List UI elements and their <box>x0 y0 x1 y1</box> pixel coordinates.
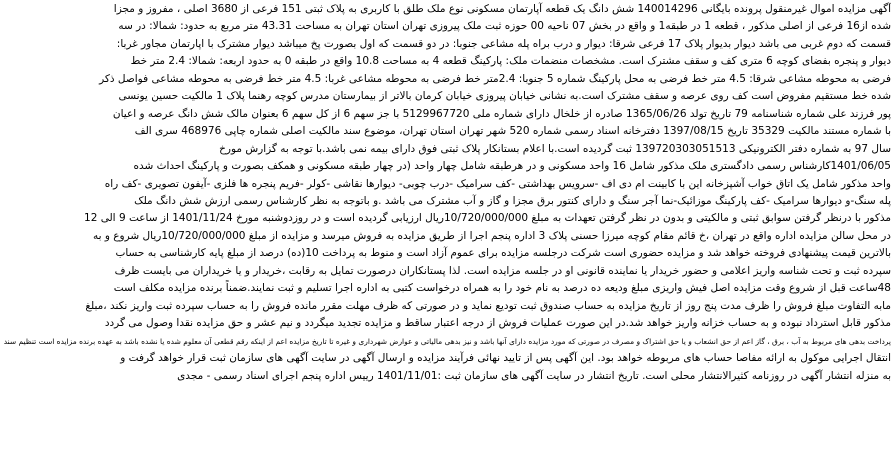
notice-line-17: 48ساعت قبل از شروع وقت مزایده اصل فیش واریزی مبلغ ودیعه ده درصد به نام خود را به همراه درخواست کتبی به اداره اجرا تسلیم و ثبت نمایند.ضمناً برنده مزایده مکلف است <box>113 282 891 295</box>
notice-line-2: شده از16 فرعی از اصلی مذکور ، قطعه 1 در طبقه1 و واقع در بخش 07 ناحیه 00 حوزه ثبت ملک پیروزی تهران استان تهران به مساحت 43.31 متر مربع به حدود: شمالا: در سه <box>118 20 891 33</box>
notice-line-18: مابه التفاوت مبلغ فروش را ظرف مدت پنج روز از تاریخ مزایده به حساب صندوق ثبت تودیع نماید و در صورتی که ظرف مهلت مقرر مانده فروش را به حساب سپرده ثبت واریز نکند ،مبلغ <box>85 299 891 312</box>
notice-line-14: در محل سالن مزایده اداره واقع در تهران ،خ قائم مقام کوچه میرزا حسنی پلاک 3 اداره پنجم اجرا از طریق مزایده به فروش میرسد و مزایده از مبلغ 10/720/000/000ریال شروع و به <box>92 229 891 242</box>
notice-line-22: به منزله انتشار آگهی در روزنامه کثیرالانتشار محلی است. تاریخ انتشار در سایت آگهی های سازمان ثبت :1401/11/01 رییس اداره پنجم اجرای اسناد رسمی - مجدی <box>177 369 891 382</box>
notice-line-9: سال 97 به شماره دفتر الکترونیکی 139720303051513 ثبت گردیده است.با اعلام بستانکار پلاک ثبتی فوق دارای بیمه نمی باشد.با توجه به گزارش مورخ <box>219 142 891 155</box>
notice-line-10: 1401/06/05کارشناس رسمی دادگستری ملک مذکور شامل 16 واحد مسکونی و در هرطبقه شامل چهار واحد (در چهار طبقه مسکونی و همکف بصورت و پارکینگ احداث شده <box>133 160 891 173</box>
notice-line-15: بالاترین قیمت پیشنهادی فروخته خواهد شد و مزایده حضوری است شرکت درجلسه مزایده برای عموم آزاد است و منوط به پرداخت 10(ده) درصد از مبلغ پایه کارشناسی به حساب <box>115 247 891 260</box>
notice-line-4: دیوار و پنجره بفضای کوچه 6 متری کف و سقف مشترک است. مشخصات منضمات ملک: پارکینگ قطعه 4 به مساحت 10.8 واقع در طبقه 0 به حدود اربعه: شمالا: 2.4 متر خط <box>130 55 891 68</box>
notice-line-21: انتقال اجرایی موکول به ارائه مفاصا حساب های مربوطه خواهد بود. این آگهی پس از تایید نهائی فرآیند مزایده و ارسال آگهی در سایت آگهی های سازمان ثبت قرار خواهد گرفت و <box>120 352 891 365</box>
notice-line-11: واحد مذکور شامل یک اتاق خواب آشپزخانه این با کابینت ام دی اف -سرویس بهداشتی -کف سرامیک -درب چوبی- دیوارها نقاشی -کولر -فریم پنجره ها فلزی -آیفون تصویری -کف راه <box>104 177 891 190</box>
notice-line-13: مذکور با درنظر گرفتن سوابق ثبتی و مالکیتی و بدون در نظر گرفتن تعهدات به مبلغ 10/720/000/000ریال ارزیابی گردیده است و در روزدوشنبه مورخ 1401/11/24 از ساعت 9 الی 12 <box>84 212 891 225</box>
notice-line-7: پور فرزند علی شماره شناسنامه 79 تاریخ تولد 1365/06/26 صادره از خلخال دارای شماره ملی 5129967720 با جز سهم 6 از کل سهم 6 بعنوان مالک شش دانگ عرصه و اعیان <box>112 107 891 120</box>
notice-line-20: پرداخت بدهی های مربوط به آب ، برق ، گاز اعم از حق انشعاب و یا حق اشتراک و مصرف در صورتی که مورد مزایده دارای آنها باشد و نیز بدهی مالیاتی و عوارض شهرداری و غیره تا تاریخ مزایده اعم از اینکه رقم قطعی آن معلوم شده یا نشده باشد به عهده برنده مزایده است تنظیم سند <box>4 336 891 346</box>
notice-line-12: پله سنگ-و دیوارها سرامیک -کف پارکینگ موزائیک-نما آجر سنگ و دارای کنتور برق مجزا و گاز و آب مشترک می باشد .و باتوجه به نظر کارشناس رسمی ارزش شش دانگ ملک <box>134 194 891 207</box>
notice-line-16: سپرده ثبت و تحت شناسه واریز اعلامی و حضور خریدار یا نماینده قانونی او در جلسه مزایده است. لذا پستانکاران درصورت تمایل به رقابت ،خریدار و یا خریداران می بایست ظرف <box>114 264 891 277</box>
notice-line-5: فرضی به محوطه مشاعی شرقا: 4.5 متر خط فرضی به محل پارکینگ شماره 5 جنوبا: 2.4متر خط فرضی به محوطه مشاعی غربا: 4.5 متر خط فرضی به محوطه مشاعی فواصل ذکر <box>99 72 891 85</box>
notice-line-1: آگهی مزایده اموال غیرمنقول پرونده بایگانی 140014296 شش دانگ یک قطعه آپارتمان مسکونی نوع ملک طلق با کاربری به پلاک ثبتی 151 فرعی از 3680 اصلی ، مفروز و مجزا <box>113 3 891 15</box>
notice-line-8: با شماره مستند مالکیت 35329 تاریخ 1397/08/15 دفترخانه اسناد رسمی شماره 520 شهر تهران استان تهران، موضوع سند مالکیت اصلی شماره چاپی 468976 سری الف <box>134 125 891 138</box>
notice-line-6: شده خط مستقیم مفروض است کف روی عرصه و سقف مشترک است.به نشانی خیابان پیروزی خیابان کرمان بالاتر از بیمارستان مدرس کوچه رهنما پلاک 1 مالکیت حسین یونسی <box>118 90 891 103</box>
notice-line-3: قسمت که دوم غربی می باشد دیوار بدیوار پلاک 17 فرعی شرقا: دیوار و درب براه پله مشاعی جنوبا: در دو قسمت که اول بصورت پخ میباشد دیوار مشترک با اپارتمان مجاور غربا: <box>116 37 891 50</box>
notice-line-19: مذکور قابل استرداد نبوده و به حساب خزانه واریز خواهد شد.در این صورت عملیات فروش از درجه اعتبار ساقط و مزایده تجدید میگردد و نیم عشر و حق مزایده نقدا وصول می گردد <box>104 317 891 330</box>
